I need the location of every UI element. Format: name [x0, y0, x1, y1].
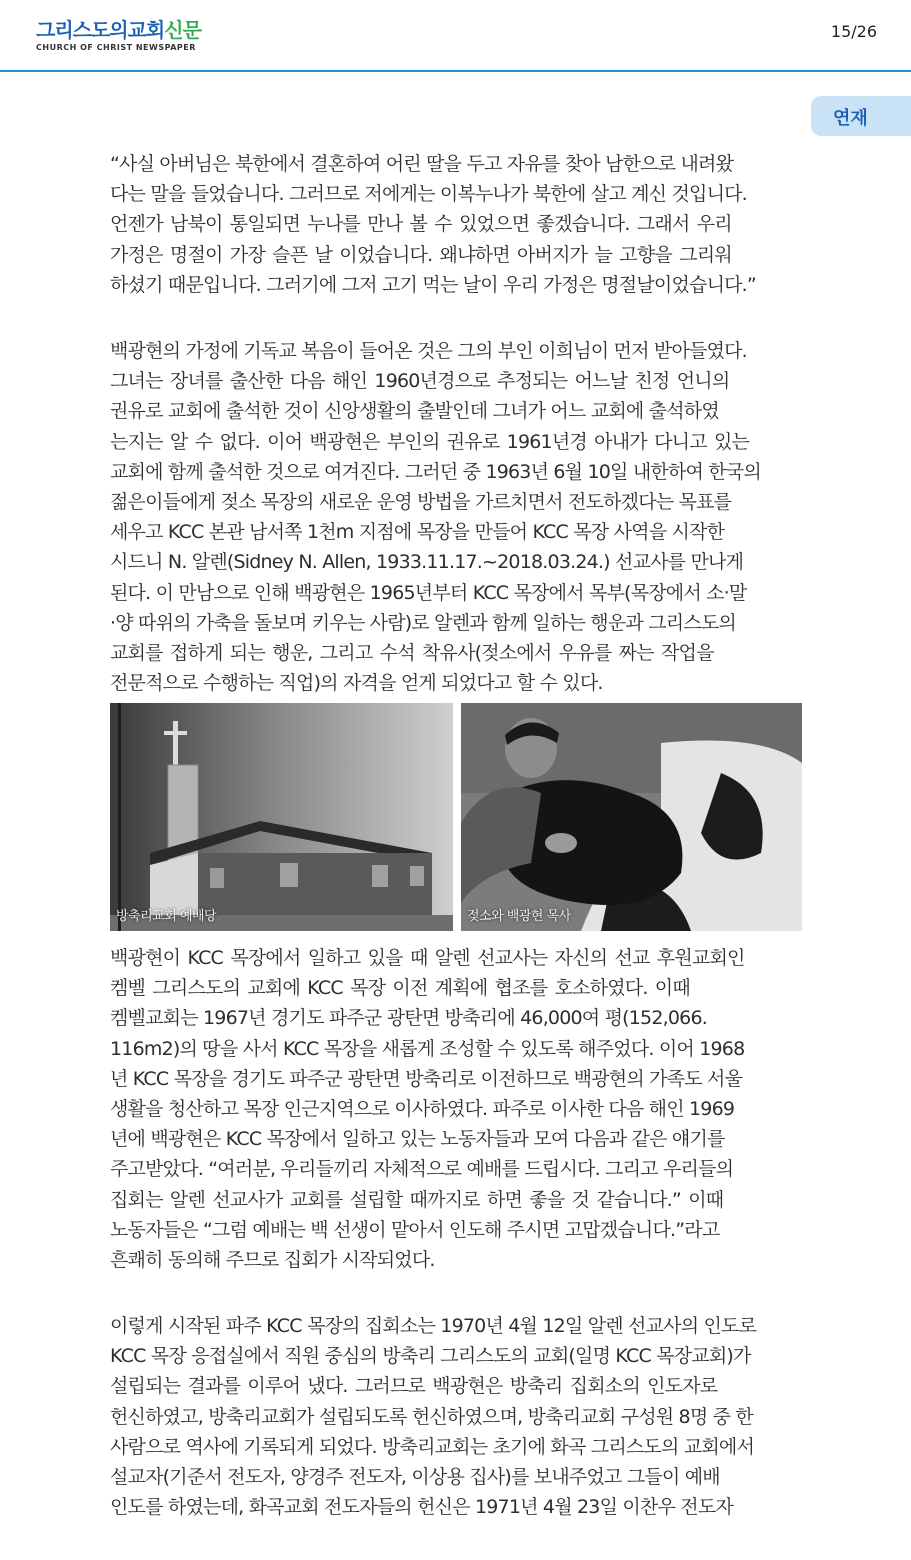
- text-line: 세우고 KCC 본관 남서쪽 1천m 지점에 목장을 만들어 KCC 목장 사역을 시작한: [110, 521, 725, 544]
- section-tab: [811, 96, 911, 136]
- text-line: 백광현이 KCC 목장에서 일하고 있을 때 알렌 선교사는 자신의 선교 후원교회인: [110, 947, 745, 969]
- text-line: 다는 말을 들었습니다. 그러므로 저에게는 이복누나가 북한에 살고 계신 것입니다.: [110, 183, 747, 206]
- text-line: 언젠가 남북이 통일되면 누나를 만나 볼 수 있었으면 좋겠습니다. 그래서 우리: [110, 213, 732, 236]
- photo-caption: 방축리교회 예배당: [116, 909, 217, 924]
- text-line: 헌신하였고, 방축리교회가 설립되도록 헌신하였으며, 방축리교회 구성원 8명 중 한: [110, 1405, 753, 1428]
- text-line: 교회에 함께 출석한 것으로 여겨진다. 그러던 중 1963년 6월 10일 내한하여 한국의: [110, 460, 761, 483]
- logo-title: [36, 18, 201, 42]
- photo-caption: 젖소와 백광현 목사: [467, 909, 571, 924]
- text-line: 사람으로 역사에 기록되게 되었다. 방축리교회는 초기에 화곡 그리스도의 교회에서: [110, 1435, 754, 1458]
- text-line: 는지는 알 수 없다. 이어 백광현은 부인의 권유로 1961년경 아내가 다니고 있는: [110, 430, 750, 453]
- text-line: 가정은 명절이 가장 슬픈 날 이었습니다. 왜냐하면 아버지가 늘 고향을 그리워: [110, 243, 732, 266]
- logo-subtitle: CHURCH OF CHRIST NEWSPAPER: [36, 43, 196, 52]
- text-line: 년에 백광현은 KCC 목장에서 일하고 있는 노동자들과 모여 다음과 같은 얘기를: [110, 1128, 725, 1151]
- text-line: 전문적으로 수행하는 직업)의 자격을 얻게 되었다고 할 수 있다.: [110, 672, 603, 695]
- text-line: 이렇게 시작된 파주 KCC 목장의 집회소는 1970년 4월 12일 알렌 선교사의 인도로: [110, 1315, 757, 1337]
- text-line: 생활을 청산하고 목장 인근지역으로 이사하였다. 파주로 이사한 다음 해인 1969: [110, 1098, 735, 1121]
- text-line: 집회는 알렌 선교사가 교회를 설립할 때까지로 하면 좋을 것 같습니다.” 이때: [110, 1188, 724, 1211]
- text-line: 116m2)의 땅을 사서 KCC 목장을 새롭게 조성할 수 있도록 해주었다. 이어 1968: [110, 1037, 745, 1060]
- text-line: 교회를 접하게 되는 행운, 그리고 수석 착유사(젖소에서 우유를 짜는 작업을: [110, 642, 714, 665]
- text-line: 흔쾌히 동의해 주므로 집회가 시작되었다.: [110, 1249, 435, 1272]
- page-header: [0, 0, 911, 72]
- section-tab-label: 연재: [833, 108, 868, 129]
- text-line: 주고받았다. “여러분, 우리들끼리 자체적으로 예배를 드립시다. 그리고 우리들의: [110, 1158, 734, 1181]
- text-line: 젊은이들에게 젖소 목장의 새로운 운영 방법을 가르치면서 전도하겠다는 목표를: [110, 491, 732, 514]
- church-illustration: [110, 703, 453, 931]
- text-line: 설교자(기준서 전도자, 양경주 전도자, 이상용 집사)를 보내주었고 그들이 예배: [110, 1466, 720, 1489]
- logo-title-green: 신문: [164, 18, 201, 42]
- text-line: KCC 목장 응접실에서 직원 중심의 방축리 그리스도의 교회(일명 KCC 목장교회)가: [110, 1345, 751, 1368]
- church-photo: [110, 703, 453, 931]
- logo-title-blue: 그리스도의교회: [36, 18, 165, 42]
- text-line: 년 KCC 목장을 경기도 파주군 광탄면 방축리로 이전하므로 백광현의 가족도 서울: [110, 1067, 743, 1090]
- text-line: 하셨기 때문입니다. 그러기에 그저 고기 먹는 날이 우리 가정은 명절날이었습니다.”: [110, 273, 756, 296]
- text-line: 켐벨 그리스도의 교회에 KCC 목장 이전 계획에 협조를 호소하였다. 이때: [110, 977, 690, 1000]
- article-paragraph-4: [110, 1311, 790, 1522]
- man-with-cow-photo: [461, 703, 802, 931]
- article-paragraph-1: [110, 149, 790, 300]
- text-line: 된다. 이 만남으로 인해 백광현은 1965년부터 KCC 목장에서 목부(목장에서 소·말: [110, 581, 747, 604]
- text-line: 노동자들은 “그럼 예배는 백 선생이 맡아서 인도해 주시면 고맙겠습니다.”라고: [110, 1218, 720, 1241]
- text-line: ·양 따위의 가축을 돌보며 키우는 사람)로 알렌과 함께 일하는 행운과 그리스도의: [110, 611, 736, 634]
- text-line: 권유로 교회에 출석한 것이 신앙생활의 출발인데 그녀가 어느 교회에 출석하였: [110, 400, 719, 423]
- man-with-cow-illustration: [461, 703, 802, 931]
- article-paragraph-3: [110, 943, 790, 1275]
- text-line: 인도를 하였는데, 화곡교회 전도자들의 헌신은 1971년 4월 23일 이찬우 전도자: [110, 1496, 733, 1519]
- article-paragraph-2: [110, 336, 790, 698]
- text-line: 켐벨교회는 1967년 경기도 파주군 광탄면 방축리에 46,000여 평(152,066.: [110, 1007, 707, 1030]
- page-number: 15/26: [830, 22, 877, 41]
- text-line: 그녀는 장녀를 출산한 다음 해인 1960년경으로 추정되는 어느날 친정 언니의: [110, 370, 730, 393]
- text-line: “사실 아버님은 북한에서 결혼하여 어린 딸을 두고 자유를 찾아 남한으로 내려왔: [110, 153, 734, 175]
- text-line: 설립되는 결과를 이루어 냈다. 그러므로 백광현은 방축리 집회소의 인도자로: [110, 1375, 718, 1398]
- newspaper-logo[interactable]: [36, 18, 201, 52]
- text-line: 백광현의 가정에 기독교 복음이 들어온 것은 그의 부인 이희님이 먼저 받아들였다.: [110, 340, 747, 362]
- text-line: 시드니 N. 알렌(Sidney N. Allen, 1933.11.17.~2018.03.24.) 선교사를 만나게: [110, 551, 744, 574]
